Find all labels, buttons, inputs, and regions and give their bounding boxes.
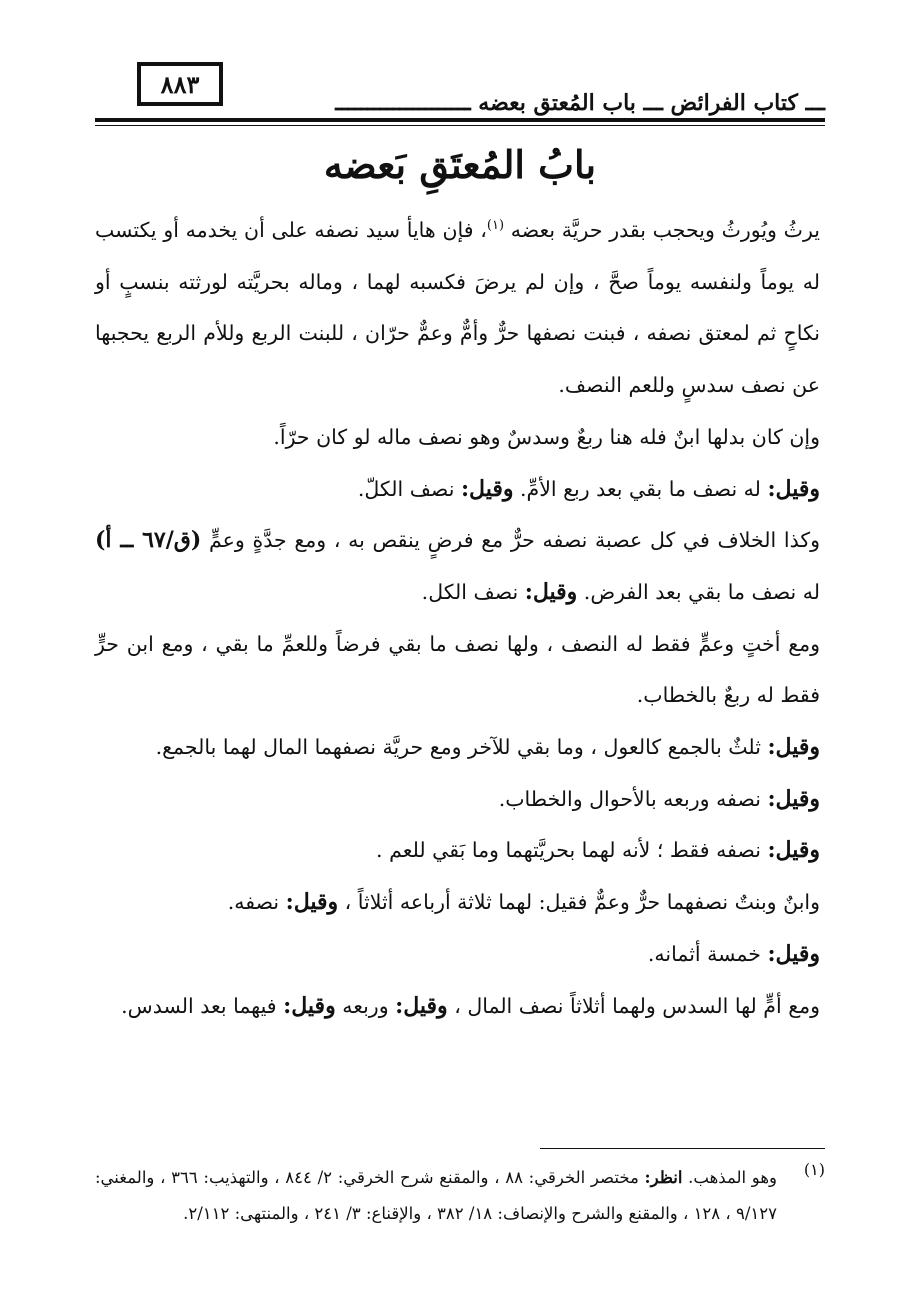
p10-text: خمسة أثمانه.: [647, 941, 768, 966]
paragraph-1: [95, 205, 820, 412]
qila-label: وقيل:: [524, 578, 578, 605]
footnote-rule: [540, 1148, 825, 1149]
qila-label: وقيل:: [283, 992, 336, 1019]
p3-text-b: نصف الكلّ.: [357, 476, 461, 501]
p3-text-a: له نصف ما بقي بعد ربع الأمِّ.: [513, 476, 768, 501]
paragraph-4: [95, 515, 820, 618]
footnote-see-label: انظر:: [644, 1168, 683, 1187]
footnote-text-a: وهو المذهب.: [682, 1168, 777, 1187]
paragraph-11: [95, 981, 820, 1033]
paragraph-6: [95, 722, 820, 774]
p1-text-a: يرثُ ويُورثُ ويحجب بقدر حريَّة بعضه: [504, 218, 820, 242]
paragraph-9: [95, 877, 820, 929]
qila-label: وقيل:: [767, 837, 820, 864]
p11-text-a: ومع أمٍّ لها السدس ولهما أثلاثاً نصف المال ،: [447, 993, 820, 1018]
qila-label: وقيل:: [767, 940, 820, 967]
paragraph-3: [95, 464, 820, 516]
paragraph-7: [95, 774, 820, 826]
p9-text-b: نصفه.: [227, 890, 286, 915]
p11-text-c: فيهما بعد السدس.: [121, 993, 284, 1018]
qila-label: وقيل:: [767, 734, 820, 761]
p6-text: ثلثٌ بالجمع كالعول ، وما بقي للآخر ومع حريَّة نصفهما المال لهما بالجمع.: [155, 735, 768, 760]
footnote-marker: (١): [803, 1160, 825, 1179]
qila-label: وقيل:: [460, 475, 514, 502]
p9-text-a: وابنٌ وبنتٌ نصفهما حرٌّ وعمٌّ فقيل: لهما ثلاثة أرباعه أثلاثاً ،: [338, 890, 820, 915]
header-rule-thin: [95, 125, 825, 126]
p4-text-c: نصف الكل.: [421, 579, 525, 604]
p1-text-b: ، فإن هايأ سيد نصفه على أن يخدمه أو يكتسب له يوماً ولنفسه يوماً صحَّ ، وإن لم يرضَ فكسبه لهما ، وماله بحريَّته لورثته بنسبٍ أو نكاحٍ ثم لمعتق نصفه ، فبنت نصفها حرٌّ وأمٌّ وعمٌّ حرّان ، للبنت الربع وللأم الربع يحجبها عن نصف سدسٍ وللعم النصف.: [95, 218, 820, 398]
p4-text-a: وكذا الخلاف في كل عصبة نصفه حرٌّ مع فرضٍ ينقص به ، ومع جدَّةٍ وعمٍّ: [201, 528, 820, 553]
qila-label: وقيل:: [767, 475, 820, 502]
paragraph-8: [95, 825, 820, 877]
chapter-title: بابُ المُعتَقِ بَعضه: [323, 142, 597, 187]
p11-text-b: وربعه: [335, 993, 396, 1018]
manuscript-reference: (ق/٦٧ ــ أ): [95, 527, 202, 554]
paragraph-10: [95, 929, 820, 981]
paragraph-5: ومع أختٍ وعمٍّ فقط له النصف ، ولها نصف ما بقي فرضاً وللعمِّ ما بقي ، ومع ابن حرٍّ فقط له ربعٌ بالخطاب.: [95, 631, 820, 708]
qila-label: وقيل:: [767, 785, 820, 812]
footnote-text: [95, 1160, 777, 1232]
qila-label: وقيل:: [395, 992, 448, 1019]
qila-label: وقيل:: [285, 889, 339, 916]
footnote-text-b: مختصر الخرقي: ٨٨ ، والمقنع شرح الخرقي: ٢/ ٨٤٤ ، والتهذيب: ٣٦٦ ، والمغني: ٩/١٢٧ ، ١٢٨ ، والمقنع والشرح والإنصاف: ١٨/ ٣٨٢ ، والإقناع: ٣/ ٢٤١ ، والمنتهى: ٢/١١٢.: [95, 1168, 777, 1223]
paragraph-2: وإن كان بدلها ابنٌ فله هنا ربعٌ وسدسٌ وهو نصف ماله لو كان حرّاً.: [273, 424, 820, 449]
page-number: ٨٨٣: [137, 62, 223, 106]
header-rule-thick: [95, 118, 825, 122]
p7-text: نصفه وربعه بالأحوال والخطاب.: [498, 786, 768, 811]
p4-text-b: له نصف ما بقي بعد الفرض.: [577, 579, 820, 604]
running-head: ـــ كتاب الفرائض ـــ باب المُعتق بعضه ـــــــــــــــــــــ: [335, 90, 825, 116]
body-text: [95, 205, 820, 1032]
footnote-reference: (١): [486, 218, 505, 234]
p8-text: نصفه فقط ؛ لأنه لهما بحريَّتهما وما بَقي للعم .: [376, 838, 768, 863]
